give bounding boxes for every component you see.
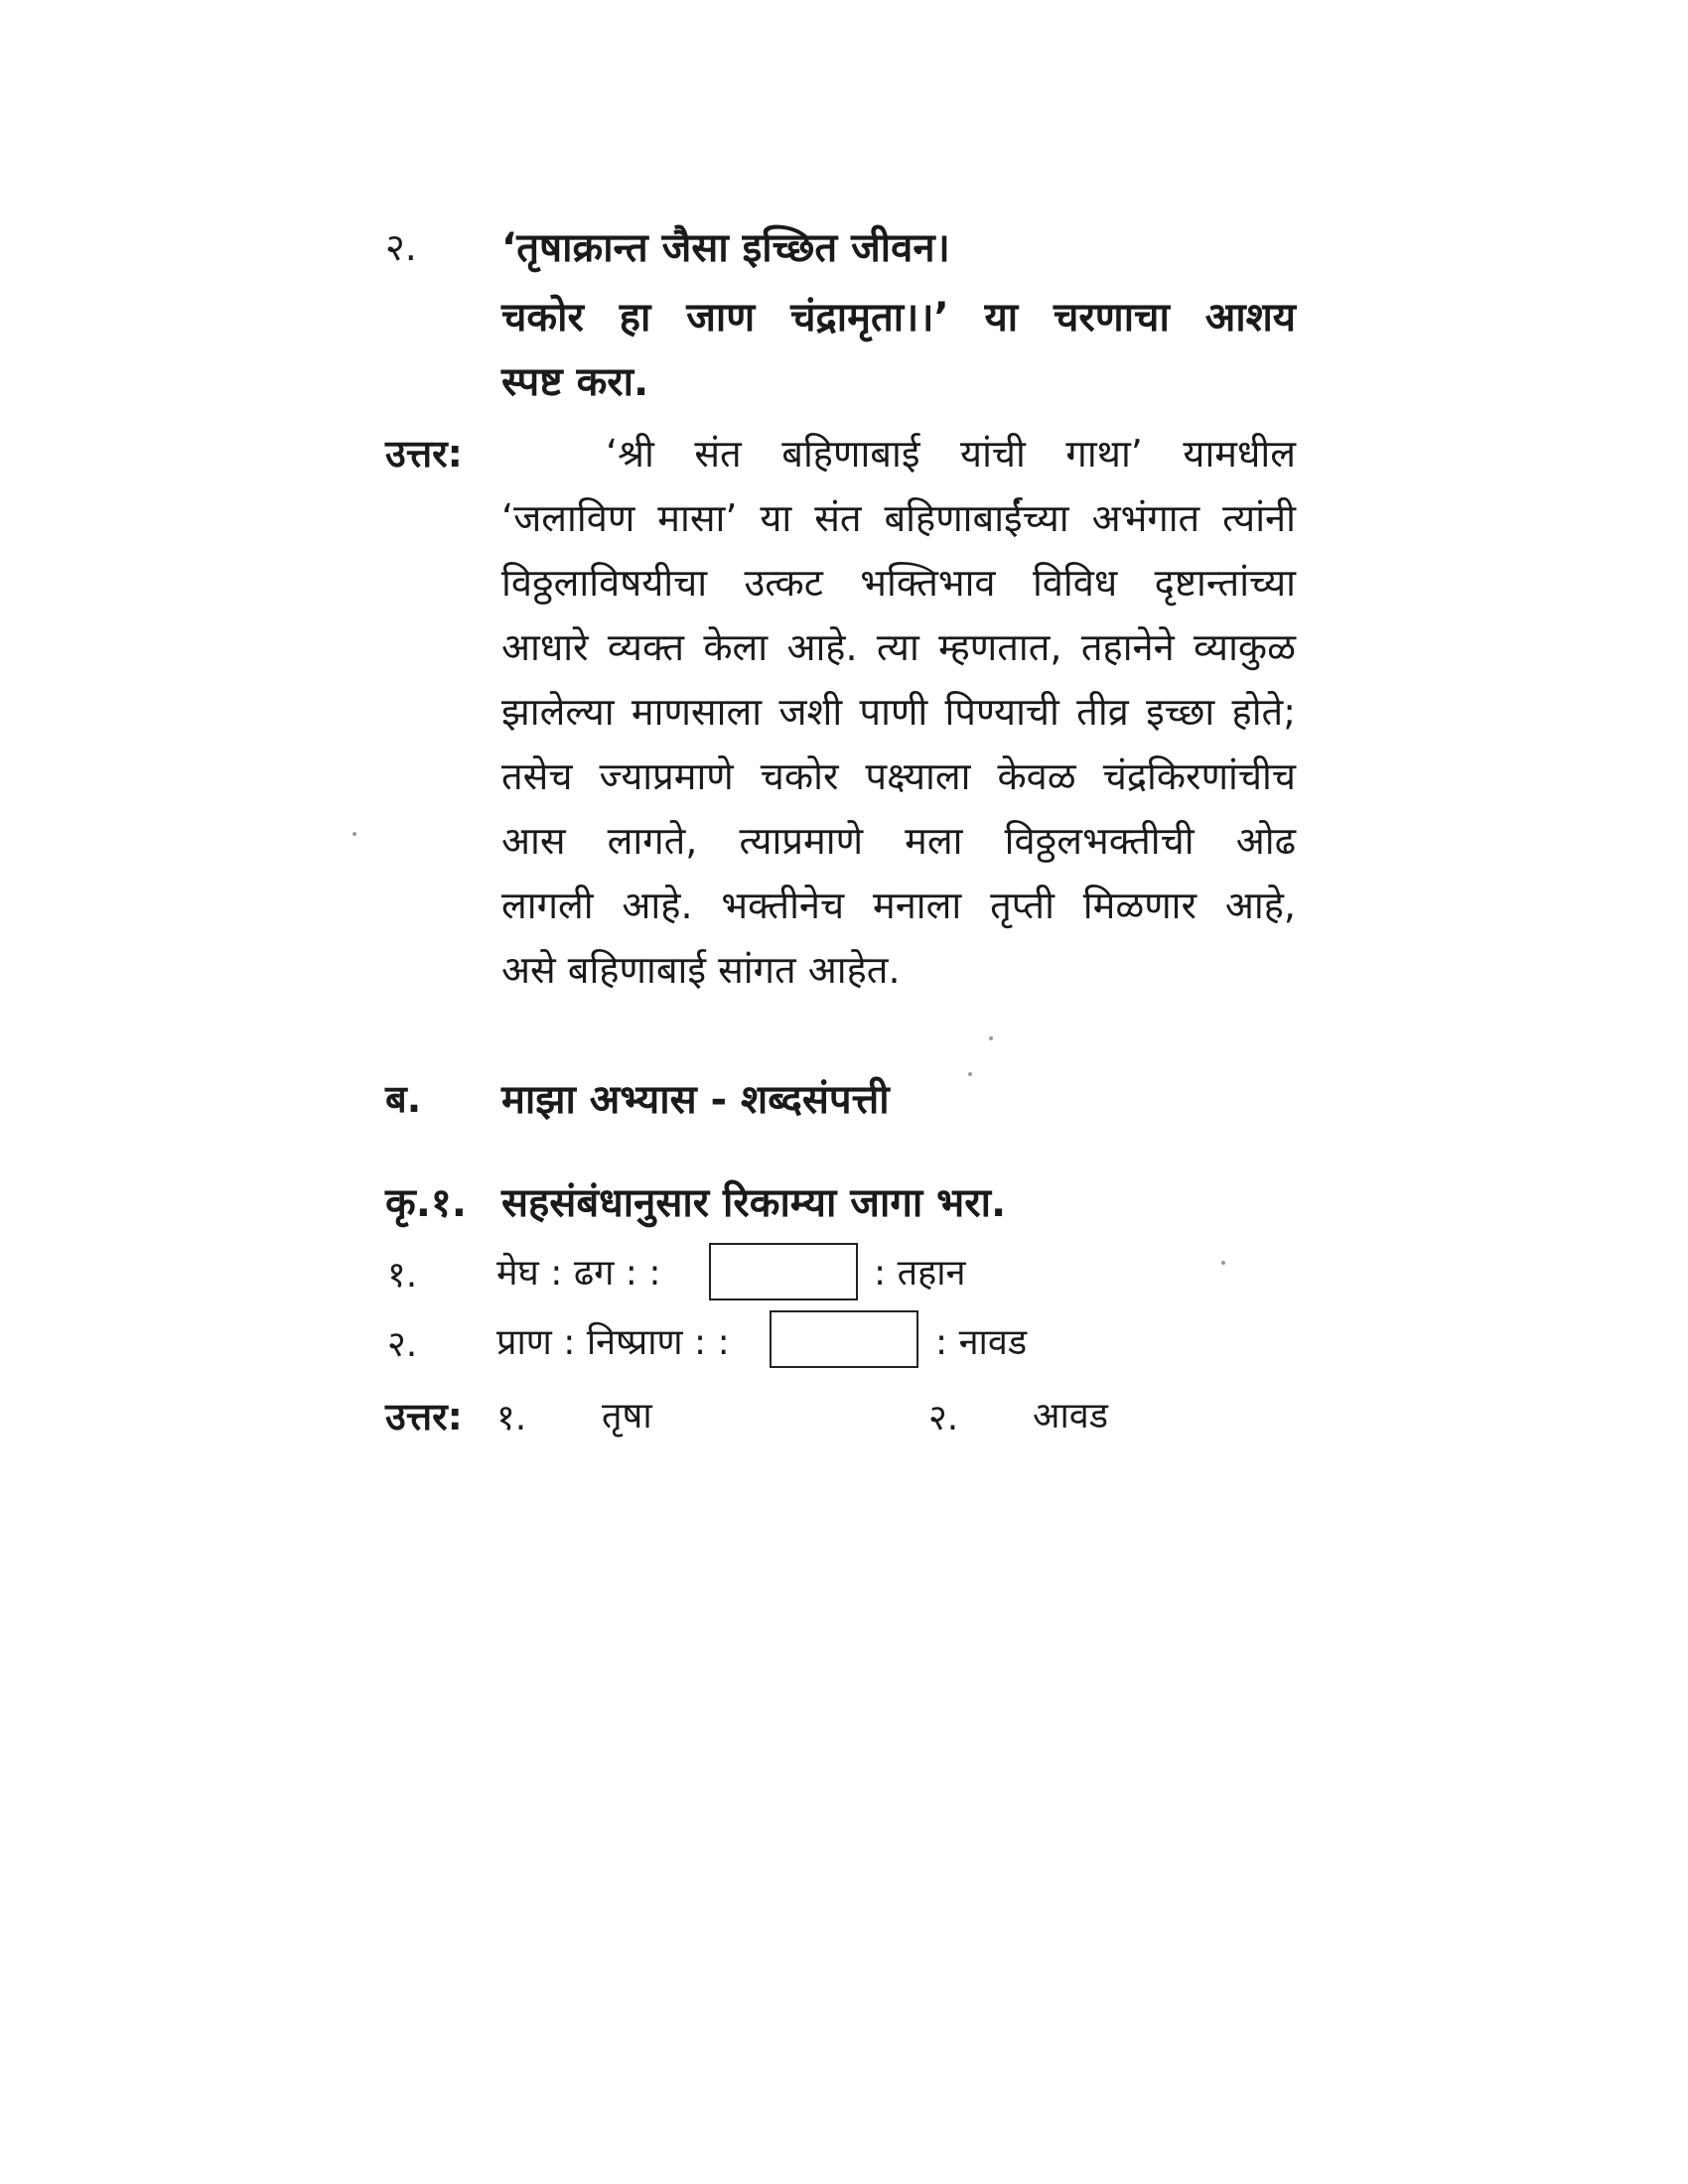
question-number: २. (385, 225, 417, 269)
answer-line-6: तसेच ज्याप्रमाणे चकोर पक्ष्याला केवळ चंद्रकिरणांचीच (501, 754, 1296, 798)
row-left-pair: मेघ : ढग : : (496, 1253, 661, 1294)
answer-item-value: तृषा (602, 1396, 652, 1436)
question-line-2: चकोर हा जाण चंद्रामृता।।’ या चरणाचा आशय (501, 295, 1296, 341)
scan-speck (989, 1036, 993, 1040)
question-line-1: ‘तृषाक्रान्त जैसा इच्छित जीवन। (501, 225, 950, 271)
answer-label: उत्तर: (385, 432, 463, 476)
answer-line-8: लागली आहे. भक्तीनेच मनाला तृप्ती मिळणार आहे, (501, 884, 1296, 927)
row-number: १. (387, 1255, 418, 1296)
answer-line-4: आधारे व्यक्त केला आहे. त्या म्हणतात, तहानेने व्याकुळ (501, 625, 1296, 669)
answer-line-7: आस लागते, त्याप्रमाणे मला विठ्ठलभक्तीची ओढ (501, 819, 1296, 863)
scan-speck (352, 832, 356, 836)
blank-answer-box[interactable] (770, 1310, 918, 1368)
scan-speck (1221, 1261, 1225, 1265)
answer-item-value: आवड (1033, 1396, 1109, 1436)
row-number: २. (387, 1324, 418, 1365)
section-title: माझा अभ्यास - शब्दसंपत्ती (501, 1077, 890, 1123)
section-label: ब. (385, 1077, 422, 1121)
row-right-word: : नावड (935, 1322, 1028, 1363)
answer-label: उत्तर: (385, 1395, 463, 1438)
answer-line-9: असे बहिणाबाई सांगत आहेत. (501, 948, 901, 992)
answer-line-2: ‘जलाविण मासा’ या संत बहिणाबाईंच्या अभंगात त्यांनी (501, 496, 1296, 540)
blank-answer-box[interactable] (709, 1243, 858, 1300)
answer-line-3: विठ्ठलाविषयीचा उत्कट भक्तिभाव विविध दृष्टान्तांच्या (501, 561, 1296, 605)
scan-speck (968, 1072, 972, 1076)
answer-item-number: १. (496, 1398, 527, 1438)
row-left-pair: प्राण : निष्प्राण : : (496, 1322, 730, 1363)
task-label: कृ.१. (385, 1180, 467, 1226)
answer-line-1: ‘श्री संत बहिणाबाई यांची गाथा’ यामधील (606, 432, 1296, 476)
question-line-3: स्पष्ट करा. (501, 359, 649, 405)
task-instruction: सहसंबंधानुसार रिकाम्या जागा भरा. (501, 1180, 1007, 1226)
row-right-word: : तहान (874, 1253, 966, 1294)
answer-line-5: झालेल्या माणसाला जशी पाणी पिण्याची तीव्र इच्छा होते; (501, 690, 1296, 734)
answer-item-number: २. (928, 1398, 959, 1438)
